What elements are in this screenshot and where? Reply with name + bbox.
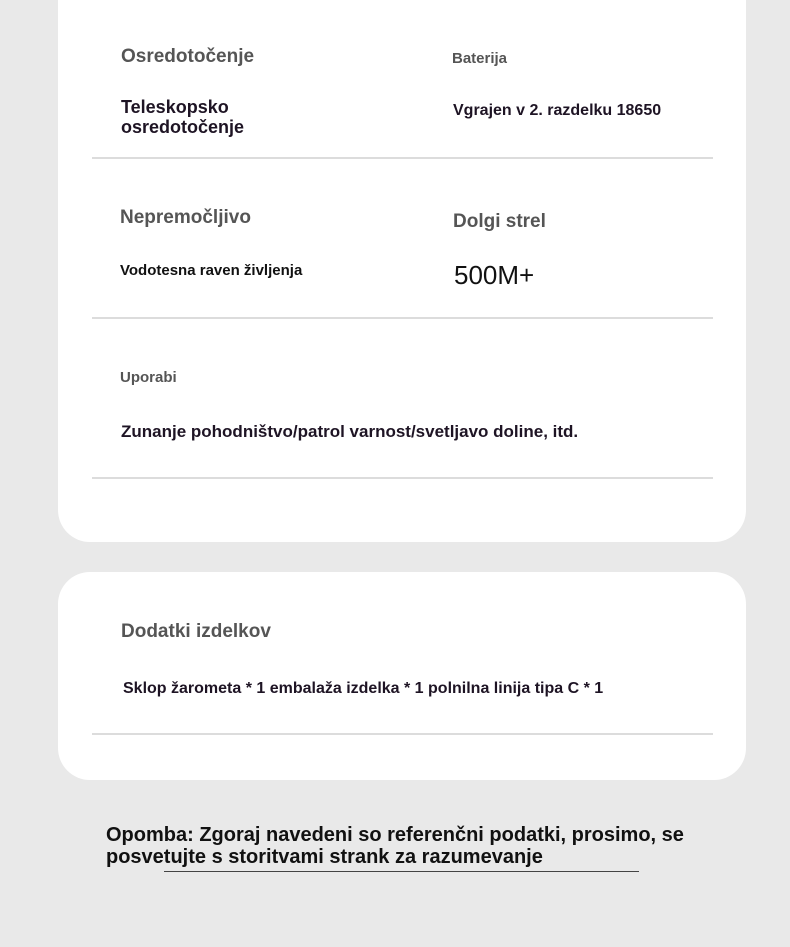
divider: [92, 733, 713, 735]
accessories-label: Dodatki izdelkov: [121, 621, 271, 642]
divider: [92, 157, 713, 159]
waterproof-label: Nepremočljivo: [120, 207, 251, 228]
accessories-card: [58, 572, 746, 780]
divider: [92, 477, 713, 479]
waterproof-value: Vodotesna raven življenja: [120, 262, 303, 279]
range-label: Dolgi strel: [453, 211, 546, 232]
divider: [92, 317, 713, 319]
focus-label: Osredotočenje: [121, 46, 255, 67]
disclaimer-note: Opomba: Zgoraj navedeni so referenčni podatki, prosimo, se posvetujte s storitvami strank za razumevanje: [106, 824, 684, 868]
usage-value: Zunanje pohodništvo/patrol varnost/svetljavo doline, itd.: [121, 422, 579, 441]
accessories-value: Sklop žarometa * 1 embalaža izdelka * 1 polnilna linija tipa C * 1: [123, 680, 604, 697]
range-value: 500M+: [454, 260, 535, 290]
note-underline: [164, 871, 639, 872]
battery-value: Vgrajen v 2. razdelku 18650: [453, 102, 662, 119]
focus-value: Teleskopsko osredotočenje: [121, 97, 245, 137]
usage-label: Uporabi: [120, 369, 177, 386]
battery-label: Baterija: [452, 50, 508, 67]
